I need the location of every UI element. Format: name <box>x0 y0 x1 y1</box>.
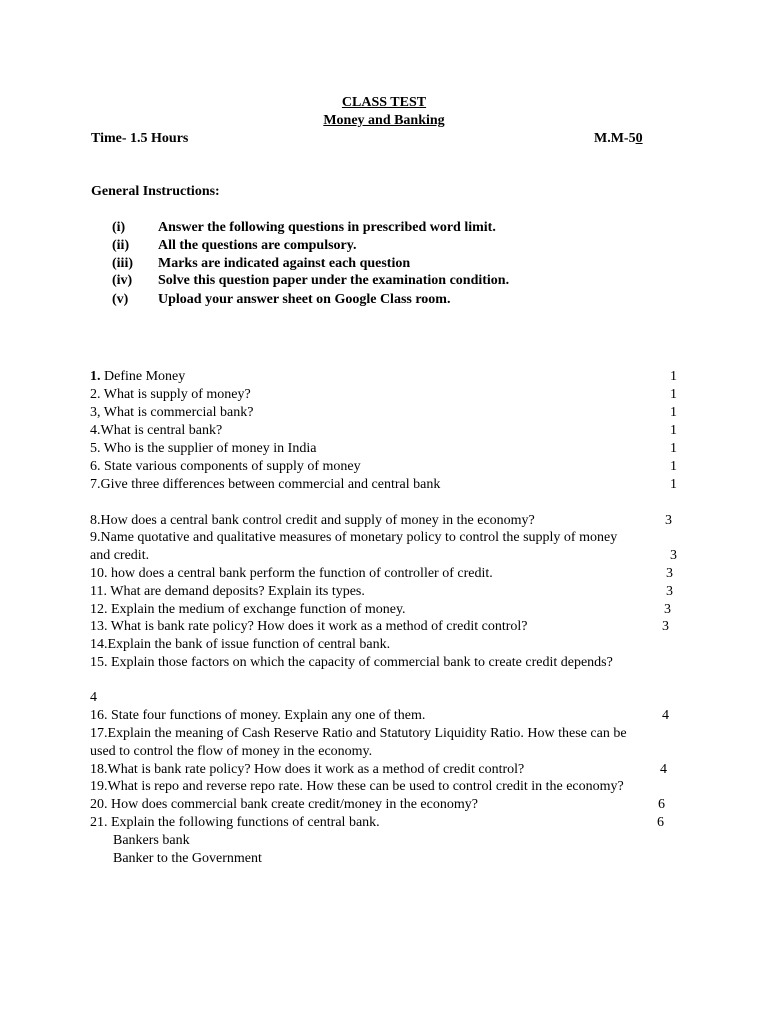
question-text: 12. Explain the medium of exchange function of money. <box>90 602 406 617</box>
question-marks: 1 <box>670 441 677 456</box>
question-text-line1: 9.Name quotative and qualitative measures of monetary policy to control the supply of money <box>90 530 618 545</box>
question-9 <box>90 529 678 547</box>
instruction-item <box>112 237 356 255</box>
instruction-number: (v) <box>112 292 129 307</box>
question-17 <box>90 725 678 743</box>
instruction-number: (ii) <box>112 238 130 253</box>
question-marks: 1 <box>670 423 677 438</box>
question-20 <box>90 796 678 814</box>
question-marks: 3 <box>666 584 673 599</box>
instruction-text: All the questions are compulsory. <box>158 238 357 253</box>
question-6 <box>90 458 678 476</box>
question-marks: 3 <box>665 513 672 528</box>
question-marks: 3 <box>664 602 671 617</box>
question-text: 5. Who is the supplier of money in India <box>90 441 317 456</box>
question-text: 13. What is bank rate policy? How does it work as a method of credit control? <box>90 619 528 634</box>
question-21-subitem: Bankers bank <box>113 833 190 848</box>
instruction-number: (i) <box>112 220 126 235</box>
instruction-item <box>112 272 509 290</box>
question-text-line2: used to control the flow of money in the economy. <box>90 744 373 759</box>
question-text: 19.What is repo and reverse repo rate. How these can be used to control credit in the economy? <box>90 779 624 794</box>
question-18 <box>90 761 678 779</box>
question-marks: 1 <box>670 459 677 474</box>
question-14 <box>90 636 678 654</box>
question-10 <box>90 565 678 583</box>
question-number: 1. <box>90 369 101 384</box>
max-marks <box>594 130 643 148</box>
question-marks: 4 <box>90 690 97 705</box>
question-text: Define Money <box>100 369 186 384</box>
question-marks: 1 <box>670 387 677 402</box>
instruction-item <box>112 255 410 273</box>
question-17-continued <box>90 743 678 761</box>
question-21 <box>90 814 678 832</box>
question-marks: 4 <box>660 762 667 777</box>
question-text: 20. How does commercial bank create credit/money in the economy? <box>90 797 478 812</box>
question-text: 7.Give three differences between commercial and central bank <box>90 477 441 492</box>
page-title: CLASS TEST <box>341 95 427 110</box>
instruction-item <box>112 291 450 309</box>
question-marks: 3 <box>662 619 669 634</box>
question-15-marks <box>90 689 678 707</box>
instructions-heading: General Instructions: <box>91 184 220 199</box>
max-marks-prefix: M.M-5 <box>594 131 636 146</box>
question-15 <box>90 654 678 672</box>
question-text: 3, What is commercial bank? <box>90 405 254 420</box>
question-16 <box>90 707 678 725</box>
question-19 <box>90 778 678 796</box>
question-9-continued <box>90 547 678 565</box>
page-subtitle: Money and Banking <box>323 113 445 128</box>
question-marks: 1 <box>670 477 677 492</box>
question-11 <box>90 583 678 601</box>
question-marks: 3 <box>670 548 677 563</box>
question-text: 14.Explain the bank of issue function of central bank. <box>90 637 391 652</box>
question-1 <box>90 368 678 386</box>
question-text: 15. Explain those factors on which the capacity of commercial bank to create credit depends? <box>90 655 613 670</box>
question-3 <box>90 404 678 422</box>
instruction-item <box>112 219 496 237</box>
question-12 <box>90 601 678 619</box>
question-text: 10. how does a central bank perform the function of controller of credit. <box>90 566 493 581</box>
instruction-text: Answer the following questions in prescribed word limit. <box>158 220 496 235</box>
question-marks: 1 <box>670 369 677 384</box>
question-marks: 3 <box>666 566 673 581</box>
question-5 <box>90 440 678 458</box>
question-text: 8.How does a central bank control credit and supply of money in the economy? <box>90 513 535 528</box>
question-21-subitem: Banker to the Government <box>113 851 262 866</box>
question-text: 2. What is supply of money? <box>90 387 251 402</box>
instruction-text: Upload your answer sheet on Google Class room. <box>158 292 451 307</box>
instruction-number: (iii) <box>112 256 133 271</box>
question-2 <box>90 386 678 404</box>
instruction-text: Solve this question paper under the examination condition. <box>158 273 510 288</box>
question-text-line1: 17.Explain the meaning of Cash Reserve Ratio and Statutory Liquidity Ratio. How these can be <box>90 726 627 741</box>
question-13 <box>90 618 678 636</box>
question-marks: 1 <box>670 405 677 420</box>
question-4 <box>90 422 678 440</box>
instruction-number: (iv) <box>112 273 133 288</box>
question-text: 11. What are demand deposits? Explain its types. <box>90 584 365 599</box>
question-text: 18.What is bank rate policy? How does it work as a method of credit control? <box>90 762 525 777</box>
question-text: 6. State various components of supply of money <box>90 459 361 474</box>
question-marks: 4 <box>662 708 669 723</box>
max-marks-suffix: 0 <box>635 131 643 146</box>
question-marks: 6 <box>657 815 664 830</box>
time-duration: Time- 1.5 Hours <box>91 131 189 146</box>
question-marks: 6 <box>658 797 665 812</box>
question-8 <box>90 512 678 530</box>
question-7 <box>90 476 678 494</box>
question-text: 4.What is central bank? <box>90 423 223 438</box>
instruction-text: Marks are indicated against each question <box>158 256 411 271</box>
question-text-line2: and credit. <box>90 548 150 563</box>
question-text: 21. Explain the following functions of central bank. <box>90 815 380 830</box>
question-text: 16. State four functions of money. Explain any one of them. <box>90 708 426 723</box>
